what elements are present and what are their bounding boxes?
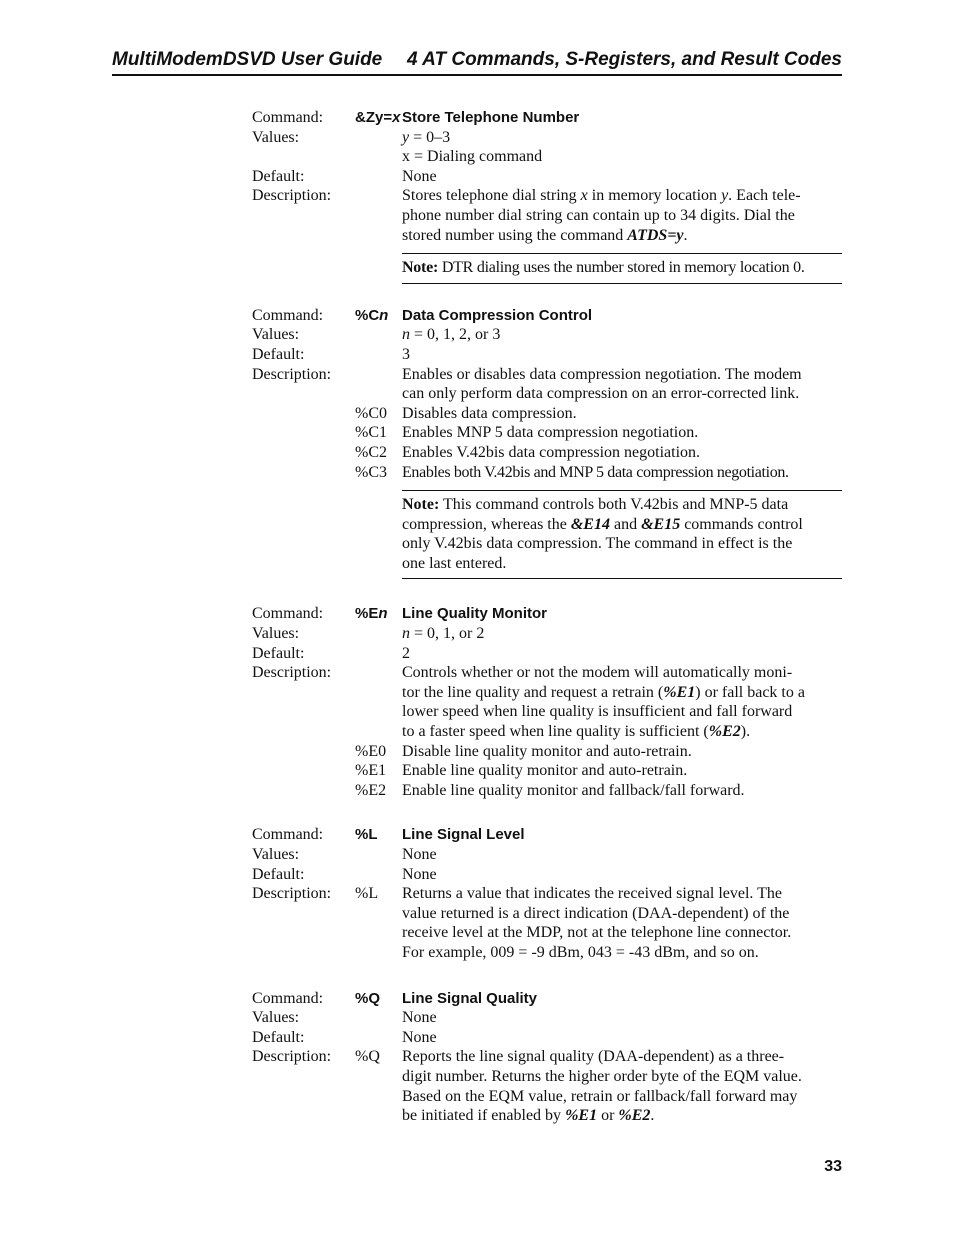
command-row <box>252 604 842 624</box>
values-label: Values: <box>252 128 300 146</box>
spacer <box>252 404 355 424</box>
description-label <box>252 904 355 924</box>
description-row <box>252 722 842 742</box>
description-label: Description: <box>252 365 332 383</box>
description-code <box>355 365 402 385</box>
option-code <box>355 167 402 187</box>
option-code <box>355 1028 402 1048</box>
option-row <box>252 443 842 463</box>
option-code: %E1 <box>355 762 387 780</box>
description-label <box>252 683 355 703</box>
default-label: Default: <box>252 345 305 363</box>
option-row <box>252 781 842 801</box>
description-row <box>252 663 842 683</box>
command-block <box>252 989 842 1126</box>
option-code: %C1 <box>355 424 387 442</box>
description-text: lower speed when line quality is insufficient and fall forward <box>402 703 793 721</box>
chapter-title: 4 AT Commands, S-Registers, and Result Codes <box>407 49 842 70</box>
values-text: n = 0, 1, or 2 <box>402 625 485 643</box>
description-label <box>252 702 355 722</box>
description-label <box>252 1087 355 1107</box>
description-code <box>355 206 402 226</box>
option-text: Disable line quality monitor and auto-retrain. <box>402 742 692 760</box>
description-row <box>252 884 842 904</box>
option-text: Enables MNP 5 data compression negotiation. <box>402 424 699 442</box>
values-text: n = 0, 1, 2, or 3 <box>402 326 501 344</box>
command-title: Line Signal Level <box>402 826 525 844</box>
description-text: Stores telephone dial string x in memory location y. Each tele- <box>402 187 801 205</box>
description-text: Based on the EQM value, retrain or fallback/fall forward may <box>402 1087 798 1105</box>
description-label <box>252 226 355 246</box>
option-text: Enables V.42bis data compression negotiation. <box>402 443 701 461</box>
values-row <box>252 845 842 865</box>
option-code <box>355 345 402 365</box>
option-code <box>355 644 402 664</box>
values-label: Values: <box>252 326 300 344</box>
description-text: Controls whether or not the modem will automatically moni- <box>402 664 793 682</box>
description-row <box>252 1087 842 1107</box>
description-label: Description: <box>252 664 332 682</box>
guide-title: MultiModemDSVD User Guide <box>112 49 383 70</box>
description-label <box>252 206 355 226</box>
spacer <box>252 463 355 483</box>
command-code: %Q <box>355 989 381 1007</box>
default-value: 2 <box>402 644 410 662</box>
description-text: phone number dial string can contain up to 34 digits. Dial the <box>402 206 795 224</box>
description-code <box>355 1087 402 1107</box>
default-row <box>252 345 842 365</box>
description-text: can only perform data compression on an error-corrected link. <box>402 385 800 403</box>
description-label <box>252 943 355 963</box>
option-code <box>355 1008 402 1028</box>
description-row <box>252 365 842 385</box>
option-text: Disables data compression. <box>402 404 577 422</box>
description-text: digit number. Returns the higher order byte of the EQM value. <box>402 1067 802 1085</box>
default-value: 3 <box>402 345 410 363</box>
values-text: None <box>402 846 437 863</box>
option-code <box>355 128 402 148</box>
description-text: be initiated if enabled by %E1 or %E2. <box>402 1107 655 1125</box>
description-text: receive level at the MDP, not at the telephone line connector. <box>402 924 792 942</box>
description-label <box>252 923 355 943</box>
default-value: None <box>402 1028 437 1046</box>
values-text: None <box>402 1009 437 1027</box>
description-row <box>252 923 842 943</box>
command-block <box>252 604 842 800</box>
note-box: Note: DTR dialing uses the number stored in memory location 0. <box>402 253 842 284</box>
option-code: %E2 <box>355 781 387 799</box>
description-text: to a faster speed when line quality is sufficient (%E2). <box>402 723 751 741</box>
command-label: Command: <box>252 109 324 126</box>
description-code <box>355 943 402 963</box>
description-row <box>252 1047 842 1067</box>
description-code <box>355 683 402 703</box>
command-row <box>252 989 842 1009</box>
default-row <box>252 644 842 664</box>
description-code <box>355 904 402 924</box>
description-text: stored number using the command ATDS=y. <box>402 226 688 244</box>
default-label: Default: <box>252 644 305 662</box>
command-title: Line Signal Quality <box>402 989 538 1007</box>
values-text: x = Dialing command <box>402 148 543 166</box>
description-code <box>355 186 402 206</box>
description-code: %Q <box>355 1048 380 1066</box>
description-text: For example, 009 = -9 dBm, 043 = -43 dBm, and so on. <box>402 943 759 961</box>
option-code <box>355 325 402 345</box>
command-title: Line Quality Monitor <box>402 605 547 623</box>
description-row <box>252 206 842 226</box>
running-header <box>112 48 842 76</box>
spacer <box>252 742 355 762</box>
description-code <box>355 663 402 683</box>
option-code <box>355 147 402 167</box>
description-text: value returned is a direct indication (DAA-dependent) of the <box>402 904 790 922</box>
description-row <box>252 683 842 703</box>
default-label: Default: <box>252 167 305 185</box>
option-text: Enables both V.42bis and MNP 5 data compression negotiation. <box>402 463 789 481</box>
option-code <box>355 624 402 644</box>
description-row <box>252 384 842 404</box>
values-label: Values: <box>252 846 300 863</box>
description-label: Description: <box>252 885 332 903</box>
option-row <box>252 463 842 483</box>
command-row <box>252 825 842 845</box>
description-label: Description: <box>252 187 332 205</box>
page-number: 33 <box>824 1158 842 1175</box>
command-title: Data Compression Control <box>402 306 593 324</box>
values-row <box>252 147 842 167</box>
option-code <box>355 865 402 885</box>
option-code: %E0 <box>355 742 387 760</box>
spacer <box>252 443 355 463</box>
description-label <box>252 1106 355 1126</box>
command-block <box>252 306 842 580</box>
option-row <box>252 761 842 781</box>
command-label: Command: <box>252 306 324 324</box>
command-code: &Zy=x <box>355 109 401 126</box>
command-list <box>252 108 842 1126</box>
values-label: Values: <box>252 625 300 643</box>
description-code <box>355 384 402 404</box>
option-text: Enable line quality monitor and auto-retrain. <box>402 762 688 780</box>
description-row <box>252 943 842 963</box>
description-text: Reports the line signal quality (DAA-dependent) as a three- <box>402 1048 785 1066</box>
values-label <box>252 147 355 167</box>
description-code <box>355 923 402 943</box>
description-code <box>355 226 402 246</box>
default-label: Default: <box>252 865 305 883</box>
description-row <box>252 1106 842 1126</box>
description-code <box>355 1067 402 1087</box>
description-label <box>252 1067 355 1087</box>
option-row <box>252 404 842 424</box>
values-row <box>252 624 842 644</box>
option-text: Enable line quality monitor and fallback/fall forward. <box>402 781 745 799</box>
description-code <box>355 702 402 722</box>
values-row <box>252 128 842 148</box>
command-title: Store Telephone Number <box>402 109 580 126</box>
description-label <box>252 722 355 742</box>
option-code: %C0 <box>355 404 387 422</box>
command-row <box>252 306 842 326</box>
description-text: Returns a value that indicates the received signal level. The <box>402 885 783 903</box>
description-row <box>252 702 842 722</box>
spacer <box>252 781 355 801</box>
description-text: Enables or disables data compression negotiation. The modem <box>402 365 802 383</box>
command-row <box>252 108 842 128</box>
default-value: None <box>402 167 437 185</box>
description-row <box>252 226 842 246</box>
description-code <box>355 1106 402 1126</box>
values-text: y = 0–3 <box>402 128 451 146</box>
values-row <box>252 325 842 345</box>
spacer <box>252 423 355 443</box>
option-row <box>252 742 842 762</box>
default-row <box>252 1028 842 1048</box>
default-value: None <box>402 865 437 883</box>
values-label: Values: <box>252 1009 300 1027</box>
command-label: Command: <box>252 989 324 1007</box>
option-code: %C3 <box>355 463 387 481</box>
description-label <box>252 384 355 404</box>
description-code: %L <box>355 885 379 903</box>
option-row <box>252 423 842 443</box>
description-code <box>355 722 402 742</box>
description-text: tor the line quality and request a retrain (%E1) or fall back to a <box>402 683 805 701</box>
command-code: %L <box>355 826 378 844</box>
command-block <box>252 108 842 284</box>
command-label: Command: <box>252 605 324 623</box>
option-code: %C2 <box>355 443 387 461</box>
default-row <box>252 167 842 187</box>
option-code <box>355 845 402 865</box>
command-label: Command: <box>252 826 324 844</box>
command-block <box>252 825 842 962</box>
default-label: Default: <box>252 1028 305 1046</box>
spacer <box>252 761 355 781</box>
command-code: %Cn <box>355 306 389 324</box>
values-row <box>252 1008 842 1028</box>
description-row <box>252 186 842 206</box>
description-row <box>252 904 842 924</box>
description-label: Description: <box>252 1048 332 1066</box>
description-row <box>252 1067 842 1087</box>
default-row <box>252 865 842 885</box>
command-code: %En <box>355 605 388 623</box>
note-box: Note: This command controls both V.42bis and MNP-5 data compression, whereas the &E14 and &E15 commands control only V.42bis data compression. The command in effect is the one last entered. <box>402 490 842 579</box>
